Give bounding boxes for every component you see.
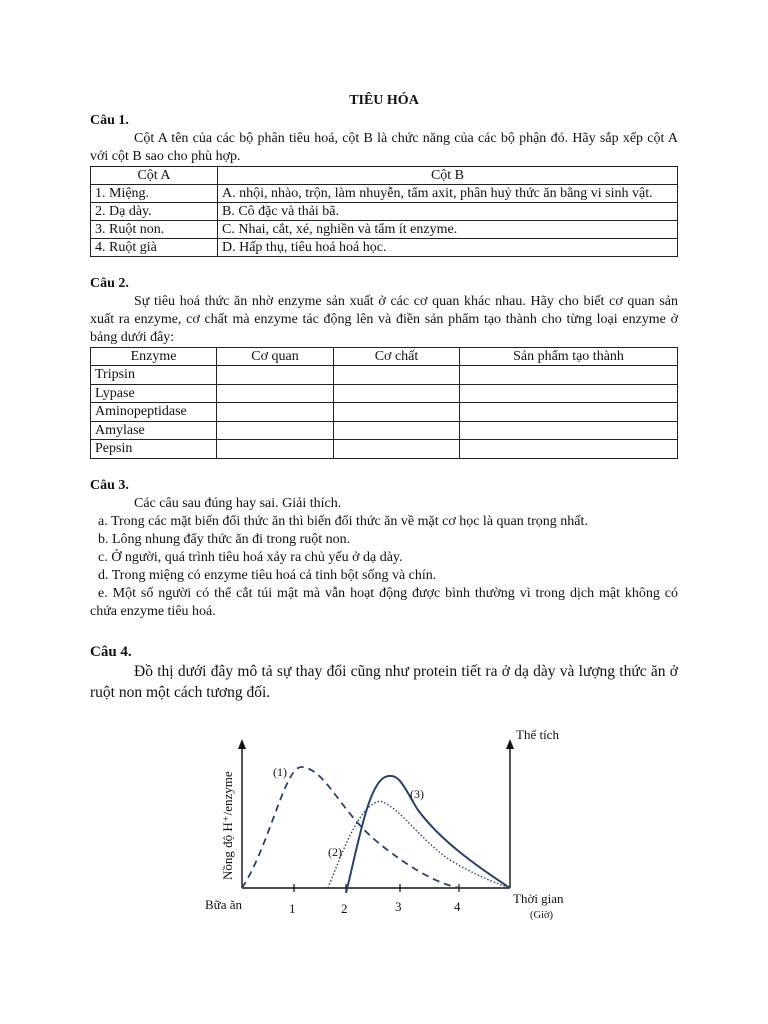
curve-2	[328, 801, 510, 888]
curve-3-label: (3)	[410, 787, 424, 801]
function-cell: A. nhội, nhào, trộn, làm nhuyễn, tẩm axit, phân huỷ thức ăn bằng vi sinh vật.	[218, 185, 678, 203]
enzyme-cell: Amylase	[91, 421, 217, 440]
substrate-header: Cơ chất	[334, 348, 460, 366]
document-page	[90, 92, 678, 703]
left-axis-label: Nồng độ H⁺/enzyme	[220, 771, 235, 880]
function-cell: D. Hấp thụ, tiêu hoá hoá học.	[218, 239, 678, 257]
enzyme-cell: Pepsin	[91, 440, 217, 459]
table-row	[91, 203, 678, 221]
x-axis-label: Thời gian	[513, 891, 564, 906]
table-row	[91, 366, 678, 385]
table-row	[91, 239, 678, 257]
table-row	[91, 403, 678, 422]
function-cell: C. Nhai, cắt, xé, nghiền và tẩm ít enzyme.	[218, 221, 678, 239]
table-header-row	[91, 348, 678, 366]
enzyme-cell: Lypase	[91, 384, 217, 403]
question-1-prompt: Cột A tên của các bộ phân tiêu hoá, cột B là chức năng của các bộ phận đó. Hãy sắp xếp cột A với cột B sao cho phù hợp.	[90, 131, 678, 164]
enzyme-header: Enzyme	[91, 348, 217, 366]
question-4-prompt: Đồ thị dưới đây mô tả sự thay đổi cũng như protein tiết ra ở dạ dày và lượng thức ăn ở ruột non một cách tương đối.	[90, 662, 678, 701]
enzyme-cell: Tripsin	[91, 366, 217, 385]
product-header: Sản phẩm tạo thành	[460, 348, 678, 366]
left-axis-arrow-icon	[238, 739, 246, 749]
blank-cell[interactable]	[460, 440, 678, 459]
x-tick-label: 2	[341, 901, 348, 916]
organ-cell: 1. Miệng.	[91, 185, 218, 203]
question-4-heading: Câu 4.	[90, 643, 132, 660]
organ-header: Cơ quan	[217, 348, 334, 366]
statement-item: d. Trong miệng có enzyme tiêu hoá cả tinh bột sống và chín.	[98, 567, 437, 583]
blank-cell[interactable]	[334, 366, 460, 385]
x-tick-label: 1	[289, 901, 296, 916]
x-axis-unit: (Giờ)	[530, 910, 554, 921]
blank-cell[interactable]	[460, 384, 678, 403]
blank-cell[interactable]	[217, 421, 334, 440]
column-a-header: Cột A	[91, 167, 218, 185]
question-2-heading: Câu 2.	[90, 276, 129, 291]
statement-item: e. Một số người có thể cắt túi mật mà vẫn hoạt động được bình thường vì trong dịch mật không có chứa enzyme tiêu hoá.	[90, 585, 678, 619]
function-cell: B. Cô đặc và thải bã.	[218, 203, 678, 221]
question-2-prompt: Sự tiêu hoá thức ăn nhờ enzyme sản xuất ở các cơ quan khác nhau. Hãy cho biết cơ quan sản xuất ra enzyme, cơ chất mà enzyme tác động lên và điền sản phẩm tạo thành cho từng loại enzyme ở bảng dưới đây:	[90, 294, 678, 345]
question-1-heading: Câu 1.	[90, 113, 129, 128]
question-3-prompt: Các câu sau đúng hay sai. Giải thích.	[134, 495, 342, 511]
blank-cell[interactable]	[334, 421, 460, 440]
blank-cell[interactable]	[217, 440, 334, 459]
blank-cell[interactable]	[460, 403, 678, 422]
organ-cell: 2. Dạ dày.	[91, 203, 218, 221]
curve-2-label: (2)	[328, 845, 342, 859]
table-row	[91, 384, 678, 403]
statement-item: c. Ở người, quá trình tiêu hoá xảy ra chủ yếu ở dạ dày.	[98, 549, 403, 565]
column-b-header: Cột B	[218, 167, 678, 185]
blank-cell[interactable]	[217, 384, 334, 403]
blank-cell[interactable]	[334, 440, 460, 459]
statement-item: a. Trong các mặt biến đổi thức ăn thì biến đổi thức ăn về mặt cơ học là quan trọng nhất.	[98, 513, 588, 529]
x-tick-label: 4	[454, 899, 461, 914]
enzyme-cell: Aminopeptidase	[91, 403, 217, 422]
table-row	[91, 440, 678, 459]
page-title: TIÊU HÓA	[349, 93, 419, 108]
right-axis-arrow-icon	[506, 739, 514, 749]
question-3-heading: Câu 3.	[90, 477, 129, 493]
blank-cell[interactable]	[460, 366, 678, 385]
x-tick-label: 3	[395, 899, 402, 914]
right-axis-label: Thể tích	[516, 727, 559, 742]
curve-1-label: (1)	[273, 765, 287, 779]
blank-cell[interactable]	[334, 403, 460, 422]
statement-item: b. Lông nhung đẩy thức ăn đi trong ruột non.	[98, 531, 351, 547]
digestion-graph	[200, 725, 580, 930]
blank-cell[interactable]	[217, 366, 334, 385]
matching-table	[90, 166, 678, 257]
meal-start-label: Bữa ăn	[205, 897, 243, 912]
table-row	[91, 221, 678, 239]
table-row	[91, 185, 678, 203]
blank-cell[interactable]	[334, 384, 460, 403]
organ-cell: 4. Ruột già	[91, 239, 218, 257]
blank-cell[interactable]	[460, 421, 678, 440]
organ-cell: 3. Ruột non.	[91, 221, 218, 239]
enzyme-table	[90, 347, 678, 459]
table-header-row	[91, 167, 678, 185]
blank-cell[interactable]	[217, 403, 334, 422]
table-row	[91, 421, 678, 440]
